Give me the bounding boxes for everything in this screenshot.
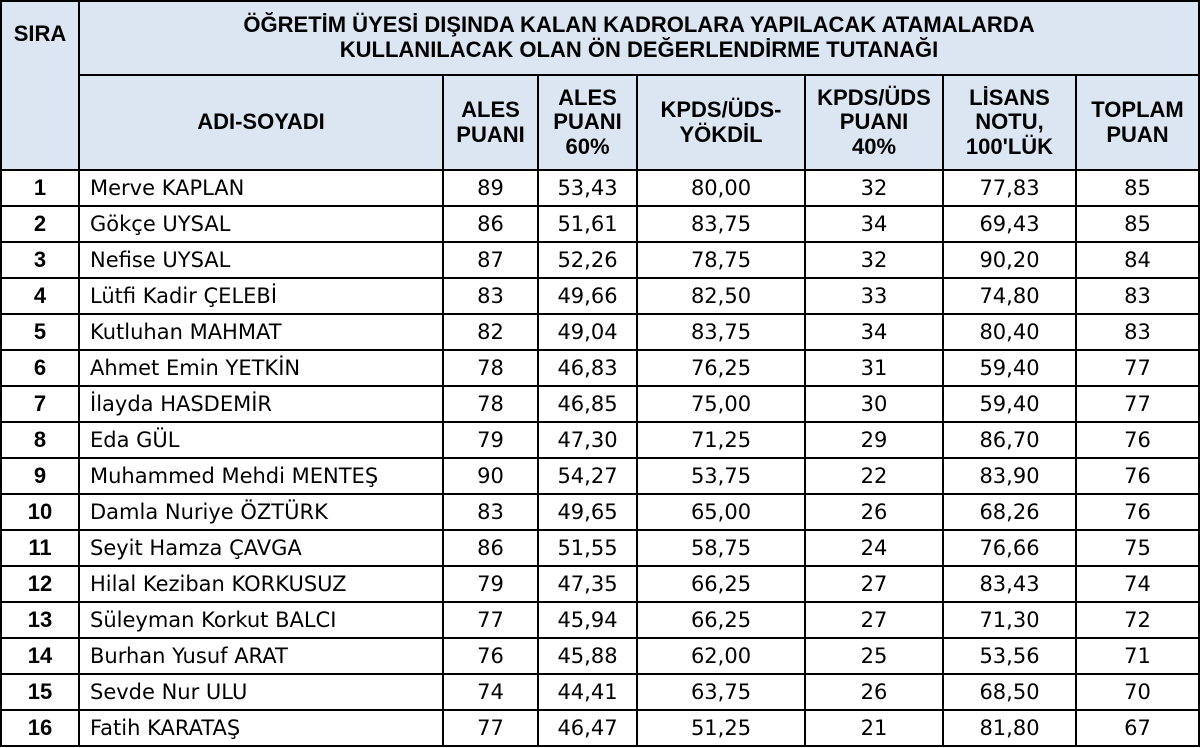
toplam-cell: 71	[1076, 638, 1199, 674]
lisans-cell: 53,56	[943, 638, 1076, 674]
kpds-cell: 51,25	[637, 710, 805, 746]
col-header-line: ALES	[558, 84, 617, 110]
rank-cell: 5	[1, 314, 79, 350]
kpds-40-cell: 34	[805, 314, 943, 350]
col-header-line: PUANI	[456, 121, 525, 147]
name-cell: Merve KAPLAN	[79, 170, 443, 206]
lisans-cell: 80,40	[943, 314, 1076, 350]
rank-cell: 2	[1, 206, 79, 242]
name-cell: Burhan Yusuf ARAT	[79, 638, 443, 674]
rank-cell: 7	[1, 386, 79, 422]
kpds-40-cell: 21	[805, 710, 943, 746]
table-row	[1, 242, 1199, 278]
name-cell: Nefise UYSAL	[79, 242, 443, 278]
ales-cell: 83	[443, 494, 538, 530]
table-row	[1, 530, 1199, 566]
rank-cell: 8	[1, 422, 79, 458]
kpds-cell: 80,00	[637, 170, 805, 206]
sira-header: SIRA	[1, 1, 79, 170]
rank-cell: 6	[1, 350, 79, 386]
col-header-ales	[443, 75, 538, 170]
toplam-cell: 76	[1076, 422, 1199, 458]
ales-60-cell: 49,04	[538, 314, 637, 350]
ales-60-cell: 44,41	[538, 674, 637, 710]
kpds-40-cell: 30	[805, 386, 943, 422]
table-row	[1, 602, 1199, 638]
ales-60-cell: 54,27	[538, 458, 637, 494]
kpds-40-cell: 27	[805, 602, 943, 638]
ales-cell: 86	[443, 530, 538, 566]
ales-60-cell: 46,47	[538, 710, 637, 746]
ales-cell: 89	[443, 170, 538, 206]
ales-cell: 74	[443, 674, 538, 710]
ales-cell: 86	[443, 206, 538, 242]
ales-cell: 77	[443, 710, 538, 746]
col-header-toplam	[1076, 75, 1199, 170]
rank-cell: 11	[1, 530, 79, 566]
ales-60-cell: 45,94	[538, 602, 637, 638]
toplam-cell: 84	[1076, 242, 1199, 278]
ales-cell: 90	[443, 458, 538, 494]
ales-60-cell: 51,55	[538, 530, 637, 566]
ales-60-cell: 49,66	[538, 278, 637, 314]
kpds-40-cell: 32	[805, 170, 943, 206]
rank-cell: 16	[1, 710, 79, 746]
table-row	[1, 350, 1199, 386]
ales-60-cell: 53,43	[538, 170, 637, 206]
kpds-cell: 82,50	[637, 278, 805, 314]
name-cell: Gökçe UYSAL	[79, 206, 443, 242]
name-cell: Ahmet Emin YETKİN	[79, 350, 443, 386]
col-header-ales-60	[538, 75, 637, 170]
col-header-line: KPDS/ÜDS	[817, 84, 931, 110]
lisans-cell: 90,20	[943, 242, 1076, 278]
col-header-line: 40%	[851, 133, 897, 159]
kpds-cell: 53,75	[637, 458, 805, 494]
toplam-cell: 83	[1076, 314, 1199, 350]
col-header-lisans	[943, 75, 1076, 170]
kpds-cell: 66,25	[637, 602, 805, 638]
kpds-cell: 78,75	[637, 242, 805, 278]
kpds-40-cell: 25	[805, 638, 943, 674]
col-header-name	[79, 75, 443, 170]
ales-60-cell: 51,61	[538, 206, 637, 242]
col-header-line: KPDS/ÜDS-	[660, 96, 782, 122]
name-cell: Seyit Hamza ÇAVGA	[79, 530, 443, 566]
col-header-line: NOTU,	[975, 109, 1044, 135]
name-cell: Hilal Keziban KORKUSUZ	[79, 566, 443, 602]
ales-cell: 78	[443, 386, 538, 422]
name-cell: İlayda HASDEMİR	[79, 386, 443, 422]
ales-60-cell: 46,85	[538, 386, 637, 422]
ales-cell: 76	[443, 638, 538, 674]
table-row	[1, 170, 1199, 206]
ales-cell: 77	[443, 602, 538, 638]
title-line-1: ÖĞRETİM ÜYESİ DIŞINDA KALAN KADROLARA YAPILACAK ATAMALARDA	[243, 12, 1035, 38]
lisans-cell: 69,43	[943, 206, 1076, 242]
lisans-cell: 68,50	[943, 674, 1076, 710]
table-row	[1, 494, 1199, 530]
toplam-cell: 85	[1076, 170, 1199, 206]
ales-cell: 87	[443, 242, 538, 278]
toplam-cell: 70	[1076, 674, 1199, 710]
ales-60-cell: 45,88	[538, 638, 637, 674]
ales-cell: 78	[443, 350, 538, 386]
ales-60-cell: 47,30	[538, 422, 637, 458]
kpds-40-cell: 34	[805, 206, 943, 242]
toplam-cell: 83	[1076, 278, 1199, 314]
table-body	[1, 170, 1199, 746]
toplam-cell: 76	[1076, 494, 1199, 530]
kpds-cell: 71,25	[637, 422, 805, 458]
name-cell: Sevde Nur ULU	[79, 674, 443, 710]
lisans-cell: 83,90	[943, 458, 1076, 494]
toplam-cell: 74	[1076, 566, 1199, 602]
ales-cell: 79	[443, 422, 538, 458]
rank-cell: 3	[1, 242, 79, 278]
rank-cell: 12	[1, 566, 79, 602]
col-header-line: LİSANS	[969, 84, 1050, 110]
table-row	[1, 278, 1199, 314]
toplam-cell: 77	[1076, 386, 1199, 422]
col-header-line: TOPLAM	[1091, 96, 1184, 122]
name-cell: Eda GÜL	[79, 422, 443, 458]
kpds-cell: 63,75	[637, 674, 805, 710]
ales-60-cell: 52,26	[538, 242, 637, 278]
col-header-line: PUANI	[553, 109, 622, 135]
kpds-40-cell: 33	[805, 278, 943, 314]
toplam-cell: 72	[1076, 602, 1199, 638]
kpds-cell: 76,25	[637, 350, 805, 386]
kpds-40-cell: 24	[805, 530, 943, 566]
table-row	[1, 458, 1199, 494]
table-row	[1, 638, 1199, 674]
lisans-cell: 81,80	[943, 710, 1076, 746]
kpds-cell: 83,75	[637, 206, 805, 242]
kpds-40-cell: 26	[805, 494, 943, 530]
ales-60-cell: 46,83	[538, 350, 637, 386]
rank-cell: 15	[1, 674, 79, 710]
col-header-kpds-40	[805, 75, 943, 170]
kpds-cell: 62,00	[637, 638, 805, 674]
table-row	[1, 206, 1199, 242]
kpds-cell: 65,00	[637, 494, 805, 530]
name-cell: Lütfi Kadir ÇELEBİ	[79, 278, 443, 314]
kpds-cell: 75,00	[637, 386, 805, 422]
col-header-line: PUAN	[1106, 121, 1169, 147]
col-header-line: 100'LÜK	[965, 133, 1054, 159]
lisans-cell: 86,70	[943, 422, 1076, 458]
table-row	[1, 710, 1199, 746]
name-cell: Süleyman Korkut BALCI	[79, 602, 443, 638]
lisans-cell: 59,40	[943, 386, 1076, 422]
lisans-cell: 68,26	[943, 494, 1076, 530]
lisans-cell: 77,83	[943, 170, 1076, 206]
toplam-cell: 76	[1076, 458, 1199, 494]
name-cell: Fatih KARATAŞ	[79, 710, 443, 746]
lisans-cell: 74,80	[943, 278, 1076, 314]
lisans-cell: 71,30	[943, 602, 1076, 638]
rank-cell: 9	[1, 458, 79, 494]
toplam-cell: 85	[1076, 206, 1199, 242]
kpds-40-cell: 26	[805, 674, 943, 710]
col-header-line: ALES	[461, 96, 520, 122]
rank-cell: 1	[1, 170, 79, 206]
toplam-cell: 75	[1076, 530, 1199, 566]
rank-cell: 10	[1, 494, 79, 530]
rank-cell: 4	[1, 278, 79, 314]
kpds-40-cell: 31	[805, 350, 943, 386]
lisans-cell: 76,66	[943, 530, 1076, 566]
name-cell: Kutluhan MAHMAT	[79, 314, 443, 350]
table-row	[1, 314, 1199, 350]
table-row	[1, 422, 1199, 458]
table-row	[1, 674, 1199, 710]
kpds-cell: 83,75	[637, 314, 805, 350]
table-row	[1, 386, 1199, 422]
col-header-line: YÖKDİL	[679, 121, 763, 147]
table-title	[79, 1, 1199, 75]
lisans-cell: 59,40	[943, 350, 1076, 386]
col-header-line: 60%	[565, 133, 610, 159]
ales-60-cell: 47,35	[538, 566, 637, 602]
col-header-kpds	[637, 75, 805, 170]
col-header-line: PUANI	[839, 109, 909, 135]
col-header-line: ADI-SOYADI	[197, 109, 325, 135]
ales-60-cell: 49,65	[538, 494, 637, 530]
kpds-40-cell: 27	[805, 566, 943, 602]
toplam-cell: 67	[1076, 710, 1199, 746]
name-cell: Muhammed Mehdi MENTEŞ	[79, 458, 443, 494]
ales-cell: 79	[443, 566, 538, 602]
table-row	[1, 566, 1199, 602]
kpds-40-cell: 22	[805, 458, 943, 494]
name-cell: Damla Nuriye ÖZTÜRK	[79, 494, 443, 530]
lisans-cell: 83,43	[943, 566, 1076, 602]
column-header-row	[1, 75, 1199, 170]
ales-cell: 83	[443, 278, 538, 314]
kpds-40-cell: 29	[805, 422, 943, 458]
rank-cell: 13	[1, 602, 79, 638]
title-line-2: KULLANILACAK OLAN ÖN DEĞERLENDİRME TUTANAĞI	[339, 37, 939, 62]
toplam-cell: 77	[1076, 350, 1199, 386]
kpds-40-cell: 32	[805, 242, 943, 278]
kpds-cell: 58,75	[637, 530, 805, 566]
kpds-cell: 66,25	[637, 566, 805, 602]
ales-cell: 82	[443, 314, 538, 350]
rank-cell: 14	[1, 638, 79, 674]
